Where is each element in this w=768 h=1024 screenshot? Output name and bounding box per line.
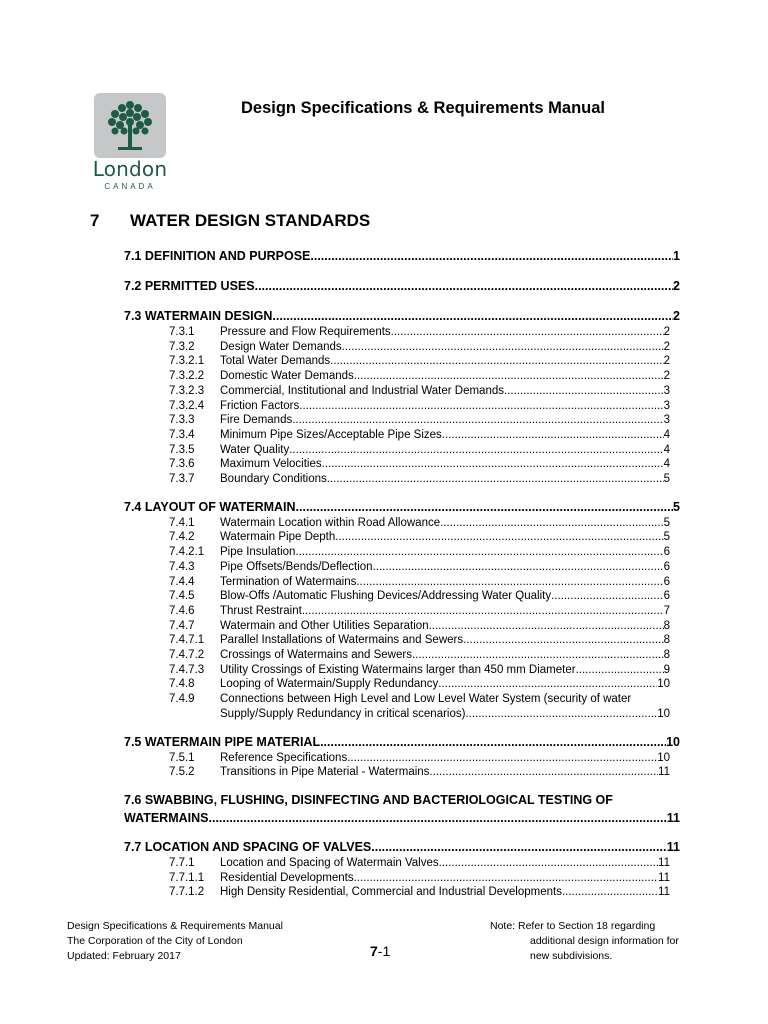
chapter-number: 7	[90, 211, 100, 230]
footer-document-info	[67, 919, 283, 964]
logo-wordmark: London	[92, 157, 168, 181]
toc-item[interactable]: 7.4.8 Looping of Watermain/Supply Redundancy ..... 10	[124, 677, 680, 692]
toc-section-7-1[interactable]: 7.1 DEFINITION AND PURPOSE ..... 1	[124, 247, 680, 265]
toc-item[interactable]: 7.4.7 Watermain and Other Utilities Separation ..... 8	[124, 619, 680, 634]
footer-note-line-2: additional design information for	[530, 935, 679, 947]
city-of-london-logo	[94, 93, 166, 193]
toc-item[interactable]: 7.3.3 Fire Demands ..... 3	[124, 413, 680, 428]
toc-section-7-4[interactable]: 7.4 LAYOUT OF WATERMAIN ..... 5	[124, 498, 680, 516]
toc-item[interactable]: 7.4.2.1 Pipe Insulation ..... 6	[124, 545, 680, 560]
chapter-heading	[90, 211, 370, 231]
table-of-contents	[124, 247, 680, 900]
toc-section-7-6[interactable]: 7.6 SWABBING, FLUSHING, DISINFECTING AND BACTERIOLOGICAL TESTING OF WATERMAINS ..... 11	[124, 791, 680, 827]
tree-icon	[104, 97, 156, 155]
chapter-title: WATER DESIGN STANDARDS	[130, 211, 371, 230]
toc-item[interactable]: 7.3.2.1 Total Water Demands ..... 2	[124, 354, 680, 369]
logo-tree-badge	[94, 93, 166, 158]
footer-note-line-1: Note: Refer to Section 18 regarding	[490, 920, 656, 932]
toc-item[interactable]: 7.3.2.4 Friction Factors ..... 3	[124, 399, 680, 414]
footer-note-line-3: new subdivisions.	[530, 950, 613, 962]
toc-subsection-list-7-3	[124, 325, 680, 487]
toc-item[interactable]: 7.3.1 Pressure and Flow Requirements ..... 2	[124, 325, 680, 340]
toc-subsection-list-7-7	[124, 856, 680, 900]
toc-item[interactable]: 7.4.1 Watermain Location within Road Allowance ..... 5	[124, 516, 680, 531]
footer-organization: The Corporation of the City of London	[67, 935, 243, 947]
footer-updated-date: Updated: February 2017	[67, 950, 181, 962]
toc-item[interactable]: 7.4.5 Blow-Offs /Automatic Flushing Devices/Addressing Water Quality ..... 6	[124, 589, 680, 604]
page-number: 7-1	[370, 943, 391, 959]
footer-manual-name: Design Specifications & Requirements Manual	[67, 920, 283, 932]
toc-item[interactable]: 7.4.6 Thrust Restraint ..... 7	[124, 604, 680, 619]
footer-note	[490, 919, 700, 964]
toc-item[interactable]: 7.7.1.1 Residential Developments ..... 11	[124, 871, 680, 886]
toc-item[interactable]: 7.3.2 Design Water Demands ..... 2	[124, 340, 680, 355]
toc-item[interactable]: 7.4.7.1 Parallel Installations of Watermains and Sewers ..... 8	[124, 633, 680, 648]
toc-subsection-list-7-5	[124, 751, 680, 780]
toc-item[interactable]: 7.3.2.2 Domestic Water Demands ..... 2	[124, 369, 680, 384]
logo-subtitle: CANADA	[104, 182, 156, 191]
toc-item[interactable]: 7.4.7.2 Crossings of Watermains and Sewers ..... 8	[124, 648, 680, 663]
toc-item[interactable]: 7.3.4 Minimum Pipe Sizes/Acceptable Pipe Sizes ..... 4	[124, 428, 680, 443]
toc-item[interactable]: 7.7.1.2 High Density Residential, Commercial and Industrial Developments ..... 11	[124, 885, 680, 900]
toc-item[interactable]: 7.4.7.3 Utility Crossings of Existing Watermains larger than 450 mm Diameter ..... 9	[124, 663, 680, 678]
toc-item[interactable]: 7.5.2 Transitions in Pipe Material - Watermains ..... 11	[124, 765, 680, 780]
toc-item[interactable]: 7.4.9 Connections between High Level and Low Level Water System (security of water	[169, 693, 632, 706]
toc-item[interactable]: 7.4.4 Termination of Watermains ..... 6	[124, 575, 680, 590]
toc-item[interactable]: 7.5.1 Reference Specifications ..... 10	[124, 751, 680, 766]
toc-item[interactable]: 7.4.3 Pipe Offsets/Bends/Deflection ..... 6	[124, 560, 680, 575]
toc-item[interactable]: 7.3.7 Boundary Conditions ..... 5	[124, 472, 680, 487]
toc-section-7-5[interactable]: 7.5 WATERMAIN PIPE MATERIAL ..... 10	[124, 733, 680, 751]
toc-section-7-3[interactable]: 7.3 WATERMAIN DESIGN ..... 2	[124, 307, 680, 325]
toc-item-continuation[interactable]: Supply/Supply Redundancy in critical scenarios) ..... 10	[124, 707, 680, 722]
document-title: Design Specifications & Requirements Manual	[241, 99, 605, 117]
toc-section-7-7[interactable]: 7.7 LOCATION AND SPACING OF VALVES ..... 11	[124, 838, 680, 856]
toc-item[interactable]: 7.3.2.3 Commercial, Institutional and Industrial Water Demands ..... 3	[124, 384, 680, 399]
toc-item[interactable]: 7.3.5 Water Quality ..... 4	[124, 443, 680, 458]
toc-subsection-list-7-4	[124, 516, 680, 722]
toc-item[interactable]: 7.3.6 Maximum Velocities ..... 4	[124, 457, 680, 472]
toc-section-7-2[interactable]: 7.2 PERMITTED USES ..... 2	[124, 277, 680, 295]
toc-item[interactable]: 7.7.1 Location and Spacing of Watermain Valves ..... 11	[124, 856, 680, 871]
toc-item[interactable]: 7.4.2 Watermain Pipe Depth ..... 5	[124, 530, 680, 545]
